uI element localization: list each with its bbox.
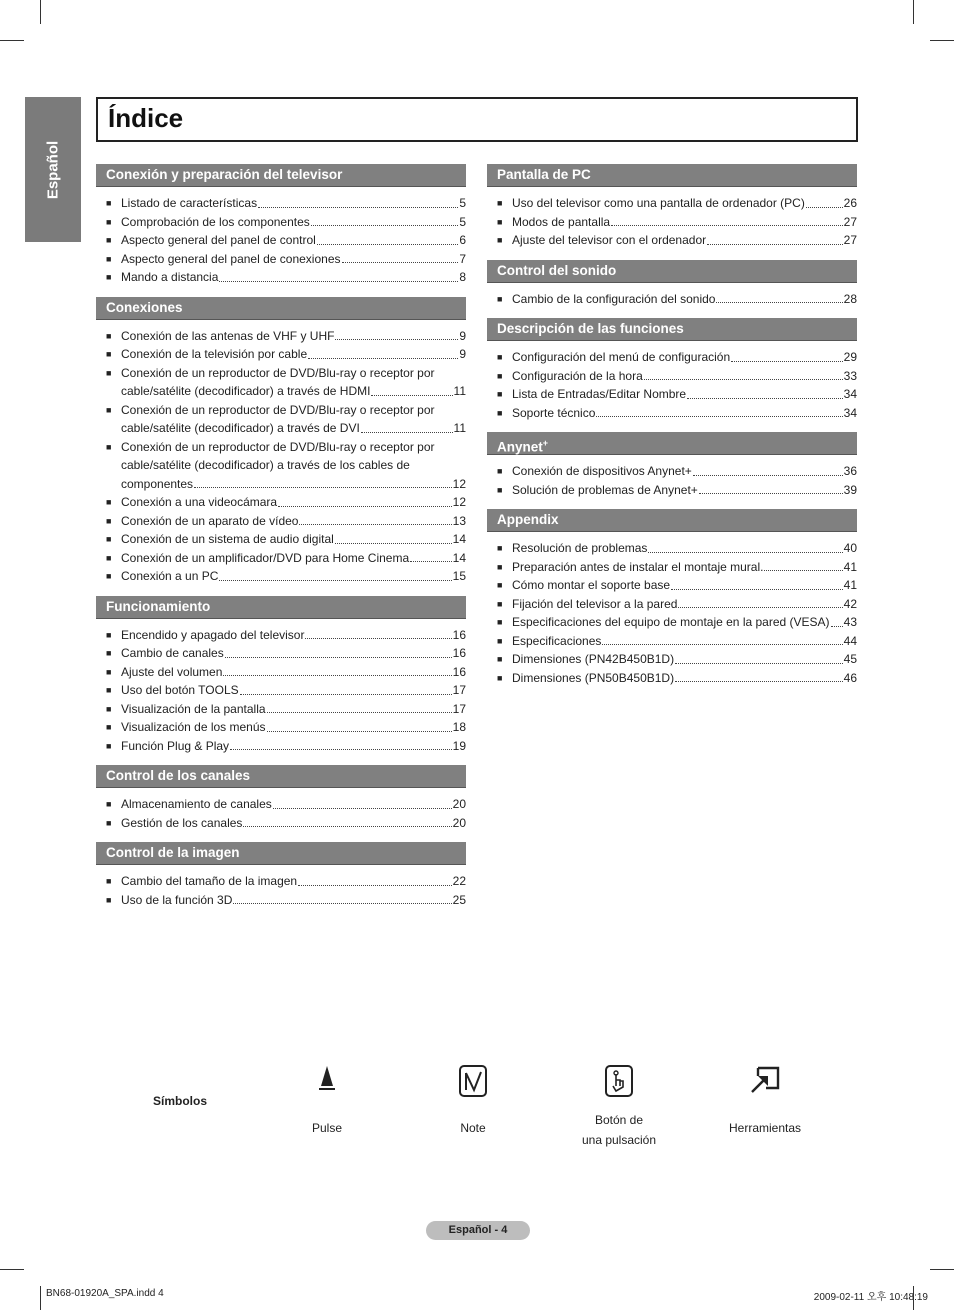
dot-leader xyxy=(596,416,842,417)
section-heading xyxy=(487,432,857,455)
toc-entry[interactable] xyxy=(96,626,466,645)
toc-page-number: 9 xyxy=(459,328,466,343)
symbol-one-touch-label-1: Botón de xyxy=(594,1113,644,1127)
square-bullet-icon: ■ xyxy=(497,293,503,304)
toc-page-number: 13 xyxy=(452,513,466,528)
toc-entry-text: Especificaciones xyxy=(512,633,602,648)
dot-leader xyxy=(678,607,842,608)
square-bullet-icon: ■ xyxy=(497,389,503,399)
dot-leader xyxy=(675,663,843,664)
toc-entry-text: Conexión de las antenas de VHF y UHF xyxy=(121,328,335,343)
square-bullet-icon: ■ xyxy=(106,876,112,886)
toc-list xyxy=(487,532,857,697)
dot-leader xyxy=(223,675,451,676)
toc-entry-text: Mando a distancia xyxy=(121,270,219,284)
dot-leader xyxy=(335,339,458,340)
toc-entry[interactable] xyxy=(96,194,466,213)
toc-entry[interactable] xyxy=(487,290,857,309)
toc-entry-text: Conexión a una videocámara xyxy=(121,495,278,509)
square-bullet-icon: ■ xyxy=(106,272,112,282)
dot-leader xyxy=(233,903,451,904)
square-bullet-icon: ■ xyxy=(497,543,503,553)
toc-page-number: 14 xyxy=(452,550,466,565)
toc-entry[interactable] xyxy=(487,404,857,423)
toc-entry-text: Aspecto general del panel de conexiones xyxy=(121,251,341,266)
dot-leader xyxy=(219,281,458,282)
dot-leader xyxy=(611,225,843,226)
dot-leader xyxy=(240,694,452,695)
toc-page-number: 27 xyxy=(843,214,857,229)
toc-entry-text: Almacenamiento de canales xyxy=(121,797,272,811)
toc-page-number: 9 xyxy=(459,347,466,361)
toc-entry-text: Uso de la función 3D xyxy=(121,892,233,907)
dot-leader xyxy=(693,475,843,476)
toc-entry[interactable] xyxy=(487,595,857,614)
toc-entry-text: Soporte técnico xyxy=(512,405,596,420)
toc-entry[interactable] xyxy=(487,632,857,651)
crop-mark xyxy=(930,40,954,41)
toc-page-number: 20 xyxy=(452,815,466,830)
toc-page-number: 16 xyxy=(452,646,466,660)
toc-page-number: 34 xyxy=(843,387,857,401)
toc-entry[interactable] xyxy=(96,213,466,232)
toc-page-number: 44 xyxy=(843,633,857,648)
toc-entry[interactable] xyxy=(487,348,857,367)
square-bullet-icon: ■ xyxy=(497,561,503,572)
toc-page-number: 33 xyxy=(843,368,857,383)
square-bullet-icon: ■ xyxy=(106,685,112,695)
section-heading xyxy=(487,509,857,532)
square-bullet-icon: ■ xyxy=(106,552,112,563)
square-bullet-icon: ■ xyxy=(497,598,503,609)
toc-list xyxy=(96,619,466,766)
section-title: Conexiones xyxy=(106,299,183,315)
toc-page-number: 11 xyxy=(453,384,466,398)
toc-entry[interactable] xyxy=(96,231,466,250)
toc-list xyxy=(487,341,857,432)
square-bullet-icon: ■ xyxy=(497,672,503,683)
toc-list xyxy=(487,283,857,319)
square-bullet-icon: ■ xyxy=(497,580,503,590)
square-bullet-icon: ■ xyxy=(106,629,112,640)
toc-entry[interactable] xyxy=(96,549,466,568)
section-heading xyxy=(96,297,466,320)
square-bullet-icon: ■ xyxy=(106,330,112,341)
square-bullet-icon: ■ xyxy=(106,349,112,359)
tools-icon xyxy=(748,1064,782,1098)
section-title: Descripción de las funciones xyxy=(497,321,684,336)
toc-list xyxy=(96,187,466,297)
toc-entry-text: Uso del botón TOOLS xyxy=(121,683,239,697)
dot-leader xyxy=(806,207,843,208)
toc-entry-text: Gestión de los canales xyxy=(121,815,243,830)
dot-leader xyxy=(648,552,842,553)
toc-page-number: 14 xyxy=(452,532,466,546)
toc-entry-text: Conexión de un reproductor de DVD/Blu-ray o receptor por xyxy=(121,439,435,454)
toc-entry-text: Conexión de dispositivos Anynet+ xyxy=(512,464,692,478)
toc-entry[interactable] xyxy=(487,576,857,595)
dot-leader xyxy=(298,885,452,886)
square-bullet-icon: ■ xyxy=(106,799,112,809)
dot-leader xyxy=(687,398,843,399)
page-title: Índice xyxy=(108,103,184,133)
symbol-one-touch xyxy=(569,1064,669,1150)
toc-entry[interactable] xyxy=(96,250,466,269)
dot-leader xyxy=(299,524,451,525)
square-bullet-icon: ■ xyxy=(106,497,112,507)
language-side-tab xyxy=(25,97,81,242)
toc-entry[interactable] xyxy=(96,718,466,737)
toc-page-number: 20 xyxy=(452,797,466,811)
toc-entry[interactable] xyxy=(96,567,466,586)
section-heading xyxy=(96,765,466,788)
toc-entry-text: Conexión de un reproductor de DVD/Blu-ray o receptor por xyxy=(121,402,435,417)
toc-entry[interactable] xyxy=(96,493,466,512)
toc-entry[interactable] xyxy=(487,558,857,577)
square-bullet-icon: ■ xyxy=(106,515,112,526)
dot-leader xyxy=(731,361,843,362)
toc-list xyxy=(487,455,857,509)
toc-entry-text: componentes xyxy=(121,476,194,491)
square-bullet-icon: ■ xyxy=(106,894,112,905)
symbols-label: Símbolos xyxy=(153,1094,208,1108)
section-title: Control de los canales xyxy=(106,768,251,783)
toc-page-number: 12 xyxy=(452,495,466,509)
toc-entry[interactable] xyxy=(96,663,466,682)
square-bullet-icon: ■ xyxy=(497,654,503,664)
toc-page-number: 16 xyxy=(452,627,466,642)
symbol-one-touch-label-2: una pulsación xyxy=(581,1133,657,1147)
crop-mark xyxy=(0,1269,24,1270)
square-bullet-icon: ■ xyxy=(106,722,112,732)
section-title: Anynet xyxy=(497,439,543,455)
square-bullet-icon: ■ xyxy=(106,703,112,714)
toc-page-number: 43 xyxy=(843,615,857,629)
toc-entry-text: Cambio del tamaño de la imagen xyxy=(121,874,298,888)
symbol-press xyxy=(297,1064,357,1135)
symbol-note-label: Note xyxy=(460,1121,486,1135)
square-bullet-icon: ■ xyxy=(497,466,503,476)
slug-file: BN68-01920A_SPA.indd 4 xyxy=(46,1288,164,1299)
section-title: Pantalla de PC xyxy=(497,167,591,182)
dot-leader xyxy=(699,493,843,494)
toc-page-number: 16 xyxy=(452,664,466,679)
toc-entry-text: Preparación antes de instalar el montaje mural. xyxy=(512,559,764,574)
toc-entry[interactable] xyxy=(96,795,466,814)
toc-entry[interactable] xyxy=(487,650,857,669)
section-title: Control del sonido xyxy=(497,262,617,278)
dot-leader xyxy=(716,302,842,303)
dot-leader xyxy=(707,244,843,245)
page-number-pill: Español - 4 xyxy=(426,1221,530,1240)
toc-page-number: 46 xyxy=(843,670,857,685)
toc-entry-text: cable/satélite (decodificador) a través de los cables de xyxy=(121,458,410,472)
toc-entry-text: Aspecto general del panel de control xyxy=(121,233,316,247)
toc-entry[interactable] xyxy=(96,530,466,549)
toc-entry-text: cable/satélite (decodificador) a través de HDMI xyxy=(121,384,371,398)
dot-leader xyxy=(258,207,458,208)
crop-mark xyxy=(930,1269,954,1270)
section-heading xyxy=(96,842,466,865)
toc-entry-text: Fijación del televisor a la pared xyxy=(512,596,678,611)
square-bullet-icon: ■ xyxy=(106,367,112,378)
square-bullet-icon: ■ xyxy=(497,407,503,418)
toc-entry-text: Configuración de la hora xyxy=(512,368,643,383)
crop-mark xyxy=(0,40,24,41)
toc-list xyxy=(487,187,857,260)
toc-entry-text: Conexión de un sistema de audio digital xyxy=(121,532,334,546)
toc-page-number: 42 xyxy=(843,596,857,611)
crop-mark xyxy=(40,1286,41,1310)
dot-leader xyxy=(267,731,452,732)
toc-entry[interactable] xyxy=(96,814,466,833)
toc-page-number: 6 xyxy=(459,233,466,247)
dot-leader xyxy=(225,657,452,658)
square-bullet-icon: ■ xyxy=(497,617,503,627)
toc-entry-text: Conexión de un reproductor de DVD/Blu-ray o receptor por xyxy=(121,365,435,380)
toc-entry[interactable] xyxy=(487,462,857,481)
toc-entry[interactable] xyxy=(487,213,857,232)
toc-entry-text: Conexión de un amplificador/DVD para Home Cinema xyxy=(121,550,410,565)
square-bullet-icon: ■ xyxy=(497,370,503,381)
toc-entry[interactable] xyxy=(96,401,466,438)
toc-page-number: 28 xyxy=(843,291,857,306)
toc-entry[interactable] xyxy=(96,512,466,531)
toc-entry[interactable] xyxy=(487,481,857,500)
title-box xyxy=(96,97,858,142)
toc-left-column xyxy=(96,164,466,919)
one-touch-button-icon xyxy=(603,1064,635,1098)
toc-entry[interactable] xyxy=(487,367,857,386)
toc-entry-text: Conexión de un aparato de vídeo xyxy=(121,513,299,528)
section-title-superscript: + xyxy=(542,438,549,448)
dot-leader xyxy=(305,638,451,639)
crop-mark xyxy=(913,0,914,24)
dot-leader xyxy=(335,543,452,544)
toc-page-number: 41 xyxy=(843,578,857,592)
toc-entry-text: Visualización de los menús xyxy=(121,720,266,734)
toc-page-number: 34 xyxy=(843,405,857,420)
square-bullet-icon: ■ xyxy=(497,484,503,495)
square-bullet-icon: ■ xyxy=(106,253,112,264)
dot-leader xyxy=(311,225,459,226)
toc-entry-text: Modos de pantalla xyxy=(512,214,611,229)
toc-page-number: 25 xyxy=(452,892,466,907)
toc-page-number: 45 xyxy=(843,652,857,666)
dot-leader xyxy=(317,244,459,245)
toc-entry-text: Ajuste del televisor con el ordenador xyxy=(512,233,707,247)
toc-list xyxy=(96,788,466,842)
dot-leader xyxy=(267,712,452,713)
dot-leader xyxy=(675,681,843,682)
section-heading xyxy=(487,260,857,283)
toc-entry[interactable] xyxy=(96,737,466,756)
toc-entry[interactable] xyxy=(96,438,466,494)
square-bullet-icon: ■ xyxy=(497,198,503,208)
symbol-tools xyxy=(720,1064,810,1135)
dot-leader xyxy=(273,808,452,809)
symbol-press-label: Pulse xyxy=(311,1121,343,1135)
section-heading xyxy=(487,164,857,187)
toc-entry[interactable] xyxy=(96,644,466,663)
square-bullet-icon: ■ xyxy=(106,666,112,677)
dot-leader xyxy=(764,570,842,571)
dot-leader xyxy=(361,432,453,433)
toc-page-number: 17 xyxy=(452,701,466,716)
toc-entry[interactable] xyxy=(487,194,857,213)
section-heading xyxy=(96,596,466,619)
toc-entry-text: Ajuste del volumen xyxy=(121,664,223,679)
dot-leader xyxy=(230,749,452,750)
toc-entry[interactable] xyxy=(96,872,466,891)
toc-page-number: 5 xyxy=(459,196,466,210)
toc-entry-text: Dimensiones (PN42B450B1D) xyxy=(512,652,675,666)
toc-page-number: 27 xyxy=(843,233,857,247)
toc-page-number: 8 xyxy=(459,270,466,284)
toc-list xyxy=(96,865,466,919)
dot-leader xyxy=(602,644,842,645)
square-bullet-icon: ■ xyxy=(106,817,112,828)
square-bullet-icon: ■ xyxy=(106,216,112,227)
dot-leader xyxy=(410,561,452,562)
note-icon xyxy=(457,1064,489,1098)
dot-leader xyxy=(308,358,458,359)
toc-page-number: 15 xyxy=(452,569,466,583)
toc-page-number: 18 xyxy=(452,720,466,734)
toc-entry-text: Especificaciones del equipo de montaje en la pared (VESA) xyxy=(512,615,830,629)
toc-entry-text: Visualización de la pantalla xyxy=(121,701,266,716)
toc-entry[interactable] xyxy=(96,681,466,700)
dot-leader xyxy=(219,580,451,581)
toc-page-number: 12 xyxy=(452,476,466,491)
toc-entry-text: Cambio de canales xyxy=(121,646,224,660)
toc-page-number: 41 xyxy=(843,559,857,574)
dot-leader xyxy=(644,379,843,380)
square-bullet-icon: ■ xyxy=(497,352,503,362)
toc-entry-text: Conexión a un PC xyxy=(121,569,219,583)
toc-entry-text: Resolución de problemas xyxy=(512,541,648,555)
square-bullet-icon: ■ xyxy=(106,441,112,452)
toc-entry-text: Comprobación de los componentes xyxy=(121,214,310,229)
square-bullet-icon: ■ xyxy=(106,648,112,658)
symbol-tools-label: Herramientas xyxy=(728,1121,802,1135)
toc-entry-text: Encendido y apagado del televisor xyxy=(121,627,305,642)
toc-entry-text: Lista de Entradas/Editar Nombre xyxy=(512,387,687,401)
dot-leader xyxy=(243,826,451,827)
toc-entry[interactable] xyxy=(487,613,857,632)
toc-entry-text: Configuración del menú de configuración xyxy=(512,350,731,364)
symbol-note xyxy=(443,1064,503,1135)
toc-entry-text: Cambio de la configuración del sonido xyxy=(512,291,716,306)
square-bullet-icon: ■ xyxy=(106,404,112,415)
section-title: Control de la imagen xyxy=(106,845,240,860)
crop-mark xyxy=(40,0,41,24)
toc-entry[interactable] xyxy=(96,891,466,910)
toc-entry-text: Conexión de la televisión por cable xyxy=(121,347,308,361)
toc-entry[interactable] xyxy=(487,231,857,250)
toc-entry[interactable] xyxy=(96,268,466,287)
toc-page-number: 36 xyxy=(843,464,857,478)
toc-page-number: 7 xyxy=(459,251,466,266)
toc-page-number: 26 xyxy=(843,196,857,210)
section-heading xyxy=(96,164,466,187)
square-bullet-icon: ■ xyxy=(106,740,112,751)
toc-right-column xyxy=(487,164,857,697)
square-bullet-icon: ■ xyxy=(106,235,112,245)
language-label: Español xyxy=(44,140,62,199)
toc-page-number: 11 xyxy=(453,421,466,435)
square-bullet-icon: ■ xyxy=(106,571,112,581)
toc-page-number: 29 xyxy=(843,350,857,364)
dot-leader xyxy=(194,487,452,488)
dot-leader xyxy=(342,262,459,263)
toc-entry-text: Dimensiones (PN50B450B1D) xyxy=(512,670,675,685)
section-title: Conexión y preparación del televisor xyxy=(106,167,343,182)
toc-entry[interactable] xyxy=(487,385,857,404)
section-heading xyxy=(487,318,857,341)
toc-page-number: 40 xyxy=(843,541,857,555)
square-bullet-icon: ■ xyxy=(497,216,503,227)
square-bullet-icon: ■ xyxy=(106,534,112,544)
toc-entry[interactable] xyxy=(96,345,466,364)
toc-page-number: 22 xyxy=(452,874,466,888)
toc-page-number: 39 xyxy=(843,482,857,497)
toc-entry-text: Solución de problemas de Anynet+ xyxy=(512,482,698,497)
dot-leader xyxy=(278,506,452,507)
slug-date: 2009-02-11 오후 10:48:19 xyxy=(813,1292,928,1303)
section-title: Appendix xyxy=(497,512,559,527)
toc-entry[interactable] xyxy=(487,539,857,558)
dot-leader xyxy=(671,589,843,590)
section-title: Funcionamiento xyxy=(106,598,211,614)
square-bullet-icon: ■ xyxy=(497,235,503,245)
square-bullet-icon: ■ xyxy=(106,198,112,208)
toc-entry-text: Cómo montar el soporte base xyxy=(512,578,671,592)
toc-entry-text: cable/satélite (decodificador) a través de DVI xyxy=(121,421,360,435)
toc-entry[interactable] xyxy=(96,327,466,346)
toc-entry-text: Listado de características xyxy=(121,196,258,210)
toc-list xyxy=(96,320,466,596)
toc-entry-text: Uso del televisor como una pantalla de ordenador (PC) xyxy=(512,196,805,210)
square-bullet-icon: ■ xyxy=(497,635,503,646)
toc-entry-text: Función Plug & Play xyxy=(121,738,230,753)
toc-page-number: 5 xyxy=(459,214,466,229)
toc-page-number: 19 xyxy=(452,738,466,753)
toc-entry[interactable] xyxy=(96,700,466,719)
dot-leader xyxy=(371,395,452,396)
dot-leader xyxy=(831,626,843,627)
press-icon xyxy=(317,1064,337,1094)
toc-entry[interactable] xyxy=(487,669,857,688)
toc-entry[interactable] xyxy=(96,364,466,401)
toc-page-number: 17 xyxy=(452,683,466,697)
